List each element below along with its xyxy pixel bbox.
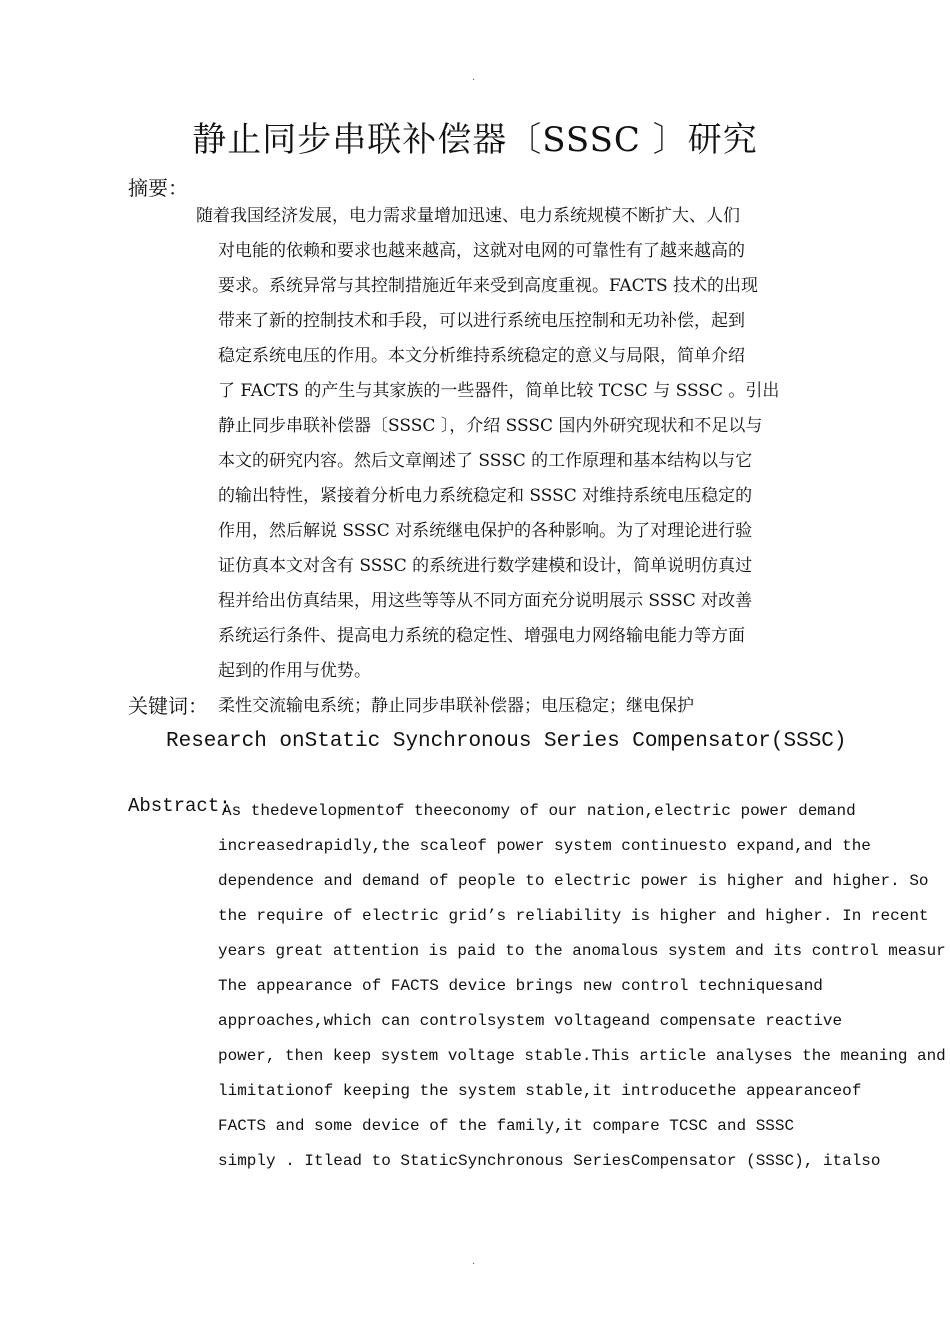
bottom-mark: . [472, 1256, 476, 1267]
abstract-en-line: simply . Itlead to StaticSynchronous SeriesCompensator (SSSC), italso [218, 1152, 881, 1170]
abstract-en-line: FACTS and some device of the family,it compare TCSC and SSSC [218, 1117, 795, 1135]
abstract-en-line: limitationof keeping the system stable,it introducethe appearanceof [218, 1082, 862, 1100]
abstract-cn-label: 摘要： [128, 176, 188, 200]
abstract-cn-line: 对电能的依赖和要求也越来越高，这就对电网的可靠性有了越来越高的 [218, 241, 745, 261]
abstract-cn-line: 要求。系统异常与其控制措施近年来受到高度重视。FACTS 技术的出现 [218, 276, 758, 296]
abstract-cn-line: 证仿真本文对含有 SSSC 的系统进行数学建模和设计，简单说明仿真过 [218, 556, 753, 576]
abstract-cn-line: 静止同步串联补偿器〔SSSC 〕，介绍 SSSC 国内外研究现状和不足以与 [218, 416, 763, 436]
abstract-en-line: The appearance of FACTS device brings new control techniquesand [218, 977, 823, 995]
abstract-en-line: approaches,which can controlsystem voltageand compensate reactive [218, 1012, 843, 1030]
abstract-cn-line: 的输出特性，紧接着分析电力系统稳定和 SSSC 对维持系统电压稳定的 [218, 486, 753, 506]
abstract-en-line: dependence and demand of people to electric power is higher and higher. So [218, 872, 929, 890]
keywords-label: 关键词： [128, 694, 208, 718]
abstract-en-line: power, then keep system voltage stable.This article analyses the meaning and [218, 1047, 946, 1065]
abstract-cn-line: 随着我国经济发展，电力需求量增加迅速、电力系统规模不断扩大、人们 [196, 206, 740, 226]
abstract-en-line: the require of electric grid’s reliability is higher and higher. In recent [218, 907, 929, 925]
abstract-cn-line: 起到的作用与优势。 [218, 661, 371, 681]
abstract-en-line: As thedevelopmentof theeconomy of our nation,electric power demand [222, 802, 856, 820]
document-title: 静止同步串联补偿器〔SSSC 〕研究 [192, 120, 758, 160]
abstract-cn-line: 了 FACTS 的产生与其家族的一些器件，简单比较 TCSC 与 SSSC 。引出 [218, 381, 780, 401]
abstract-cn-line: 稳定系统电压的作用。本文分析维持系统稳定的意义与局限，简单介绍 [218, 346, 745, 366]
abstract-cn-line: 本文的研究内容。然后文章阐述了 SSSC 的工作原理和基本结构以与它 [218, 451, 753, 471]
abstract-en-line: increasedrapidly,the scaleof power system continuesto expand,and the [218, 837, 871, 855]
abstract-cn-line: 作用，然后解说 SSSC 对系统继电保护的各种影响。为了对理论进行验 [218, 521, 753, 541]
abstract-cn-line: 带来了新的控制技术和手段，可以进行系统电压控制和无功补偿，起到 [218, 311, 745, 331]
english-title: Research onStatic Synchronous Series Compensator(SSSC) [166, 730, 847, 753]
abstract-cn-line: 程并给出仿真结果，用这些等等从不同方面充分说明展示 SSSC 对改善 [218, 591, 753, 611]
top-mark: . [472, 72, 476, 83]
abstract-cn-line: 系统运行条件、提高电力系统的稳定性、增强电力网络输电能力等方面 [218, 626, 745, 646]
abstract-en-line: years great attention is paid to the anomalous system and its control measur [218, 942, 946, 960]
abstract-en-label: Abstract: [128, 795, 231, 817]
keywords-text: 柔性交流输电系统；静止同步串联补偿器；电压稳定；继电保护 [218, 696, 694, 716]
